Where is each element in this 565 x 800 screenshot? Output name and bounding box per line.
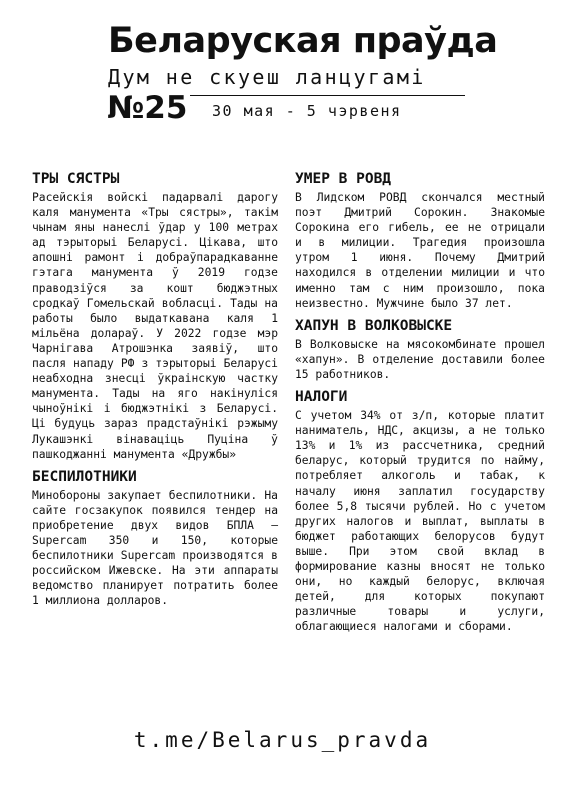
article-heading: БЕСПИЛОТНИКИ (32, 468, 137, 485)
article-volkovysk-arrests (295, 317, 545, 382)
article-heading: УМЕР В РОВД (295, 171, 392, 187)
issue-dates: 30 мая - 5 чэрвеня (212, 102, 402, 120)
telegram-link[interactable]: t.me/Belarus_pravda (133, 728, 432, 752)
issue-number: №25 (107, 90, 188, 126)
article-heading: НАЛОГИ (295, 389, 348, 406)
article-body: Расейскія войскі падарвалі дарогу каля манумента «Тры сястры», такім чынам яны нанеслі ўдар у 100 метрах ад тэрыторыі Беларусі. Цікава, што апошні рамонт і добраўпарадкаванне гэтага манумента ў 2019 годзе праводзіўся за кошт бюджэтных сродкаў Гомельскай вобласці. Тады на работы было выдаткавана каля 1 мільёна долараў. У 2022 годзе мэр Чарнігава Атрошэнка заявіў, што пасля нападу РФ з тэрыторыі Беларусі неабходна знесці ўкраінскую частку манумента. Тады на яго накінуліся чыноўнікі і бюджэтнікі з Беларусі. Ці будуць зараз прадстаўнікі рэжыму Лукашэнкі вінаваціць Пуціна ў пашкоджанні манумента «Дружбы» (32, 191, 278, 461)
article-heading: ТРЫ СЯСТРЫ (32, 171, 120, 187)
left-column (32, 170, 278, 614)
article-body: Минобороны закупает беспилотники. На сайте госзакупок появился тендер на приобретение двух видов БПЛА — Supercam 350 и 150, которые беспилотники Supercam производятся в российском Ижевске. На эти аппараты ведомство планирует потратить более 1 миллиона долларов. (32, 488, 278, 608)
article-drones (32, 468, 278, 609)
article-three-sisters (32, 170, 278, 462)
newspaper-title: Беларуская праўда (108, 21, 498, 61)
right-column (295, 170, 545, 640)
article-death-in-police-station (295, 170, 545, 311)
article-body: В Лидском РОВД скончался местный поэт Дмитрий Сорокин. Знакомые Сорокина его гибель, ее не отрицали и в милиции. Трагедия произошла утром 1 июня. Почему Дмитрий находился в отделении милиции и что именно там с ним произошло, пока неизвестно. Мужчине было 37 лет. (295, 191, 545, 310)
article-heading: ХАПУН В ВОЛКОВЫСКЕ (295, 317, 453, 334)
article-body: В Волковыске на мясокомбинате прошел «хапун». В отделение доставили более 15 работников. (295, 337, 545, 381)
issue-divider-line (190, 95, 465, 96)
masthead (0, 0, 565, 150)
slogan: Дум не скуеш ланцугамі (108, 65, 426, 89)
article-body: С учетом 34% от з/п, которые платит наниматель, НДС, акцизы, а не только 13% и 1% из рассчетника, средний беларус, который трудится по найму, потребляет алкоголь и табак, к началу июня заплатил государству более 5,8 тысячи рублей. Но с учетом других налогов и выплат, выплаты в бюджет работающих белорусов будут выше. При этом свой вклад в формирование казны вносят не только они, но каждый белорус, включая детей, для которых покупают различные товары и услуги, облагающиеся налогами и сборами. (295, 409, 545, 634)
article-taxes (295, 388, 545, 634)
